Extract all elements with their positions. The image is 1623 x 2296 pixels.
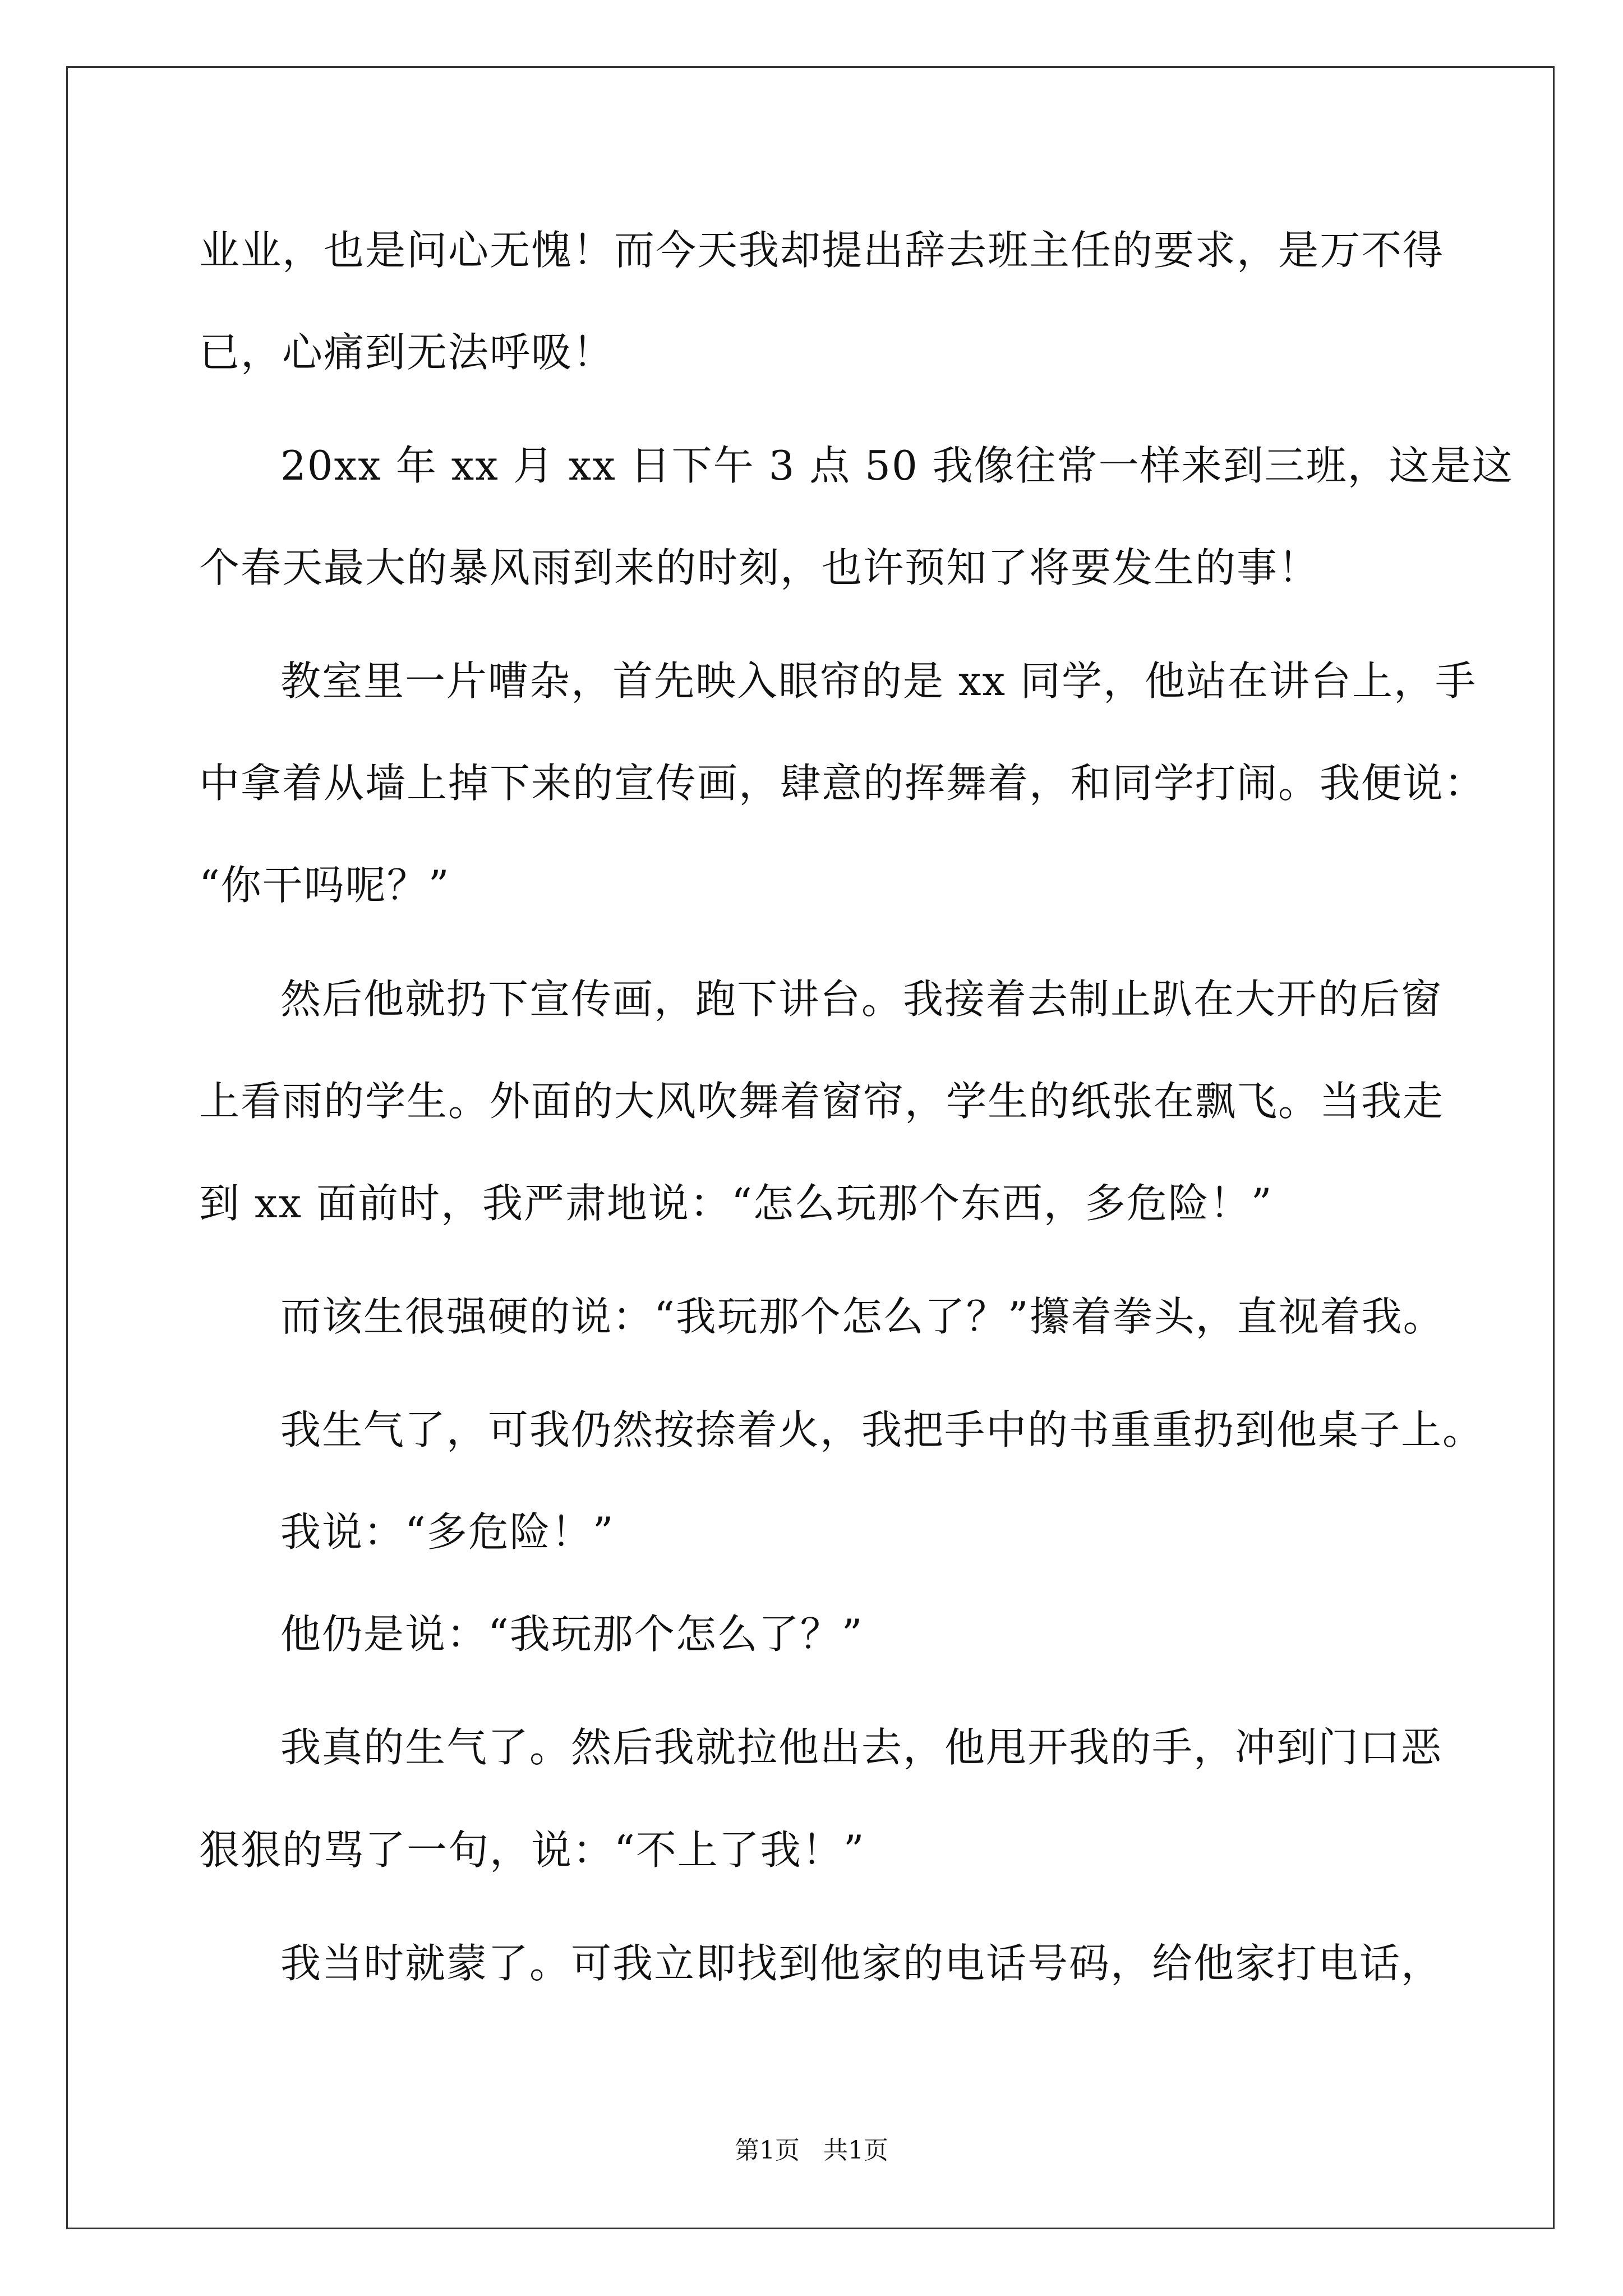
text-line-16: 狠狠的骂了一句，说：“不上了我！” (199, 1826, 865, 1874)
text-line-8: 然后他就扔下宣传画，跑下讲台。我接着去制止趴在大开的后窗 (280, 976, 1443, 1023)
text-line-1: 业业，也是问心无愧！而今天我却提出辞去班主任的要求，是万不得 (199, 227, 1445, 274)
text-line-4: 个春天最大的暴风雨到来的时刻，也许预知了将要发生的事！ (199, 544, 1320, 591)
text-line-15: 我真的生气了。然后我就拉他出去，他甩开我的手，冲到门口恶 (280, 1724, 1443, 1771)
page-border (66, 66, 1555, 2229)
text-line-5: 教室里一片嘈杂，首先映入眼帘的是 xx 同学，他站在讲台上，手 (280, 657, 1477, 705)
text-line-6: 中拿着从墙上掉下来的宣传画，肆意的挥舞着，和同学打闹。我便说： (199, 760, 1486, 807)
text-line-14: 他仍是说：“我玩那个怎么了？” (280, 1611, 864, 1658)
text-line-3: 20xx 年 xx 月 xx 日下午 3 点 50 我像往常一样来到三班，这是这 (280, 442, 1514, 489)
text-line-11: 而该生很强硬的说：“我玩那个怎么了？”攥着拳头，直视着我。 (280, 1293, 1445, 1340)
text-line-12: 我生气了，可我仍然按捺着火，我把手中的书重重扔到他桌子上。 (280, 1406, 1484, 1453)
text-line-2: 已，心痛到无法呼吸！ (199, 329, 615, 376)
page-footer: 第1页 共1页 (735, 2136, 888, 2165)
text-line-7: “你干吗呢？” (199, 862, 450, 909)
text-line-13: 我说：“多危险！” (280, 1508, 615, 1556)
text-line-9: 上看雨的学生。外面的大风吹舞着窗帘，学生的纸张在飘飞。当我走 (199, 1078, 1445, 1125)
text-line-17: 我当时就蒙了。可我立即找到他家的电话号码，给他家打电话， (280, 1940, 1443, 1987)
text-line-10: 到 xx 面前时，我严肃地说：“怎么玩那个东西，多危险！” (199, 1180, 1273, 1227)
